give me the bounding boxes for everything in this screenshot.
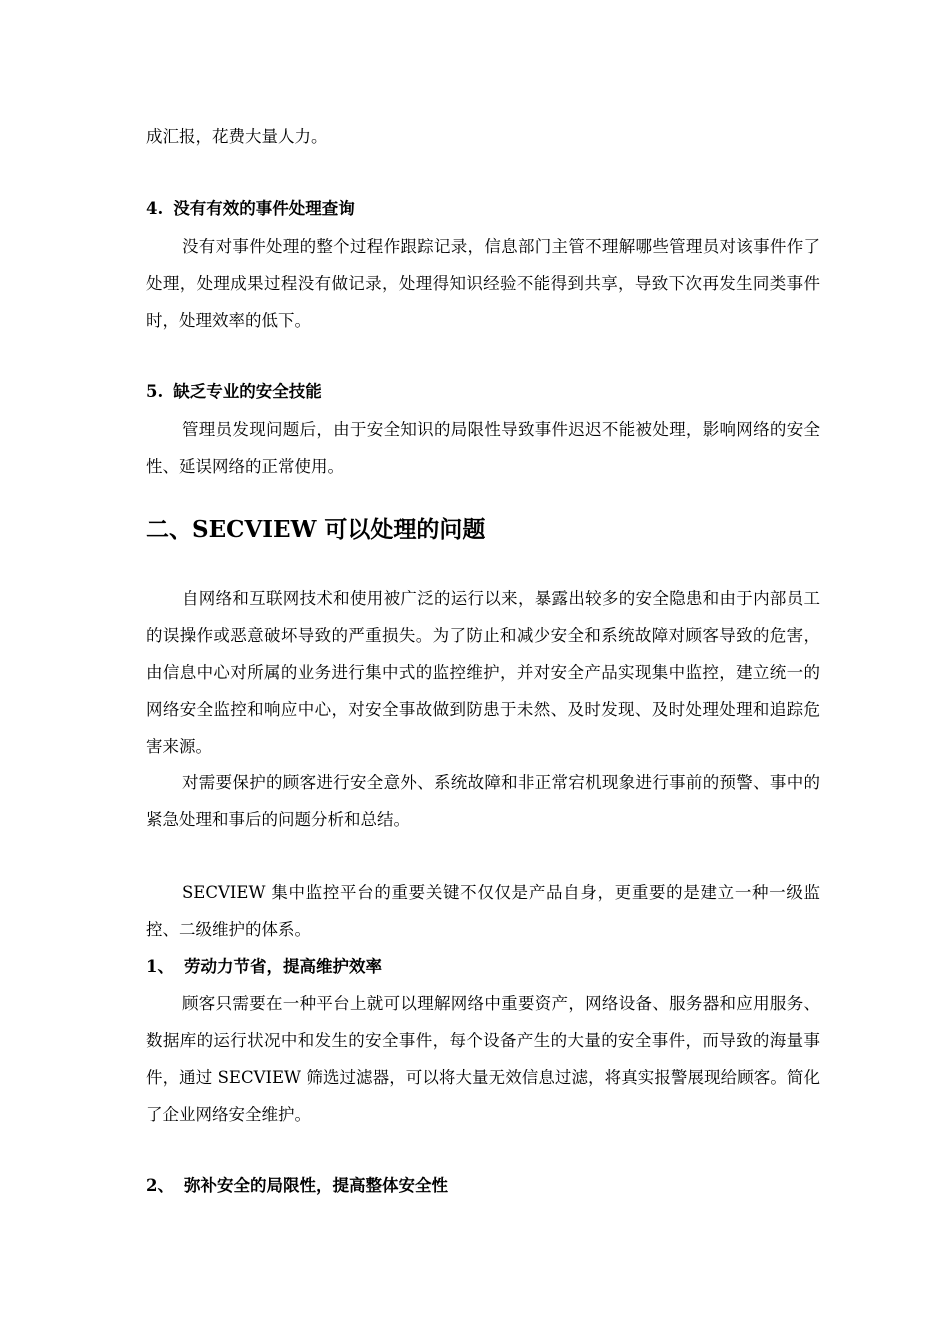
heading-text: 劳动力节省，提高维护效率 (183, 957, 382, 976)
paragraph-platform: SECVIEW 集中监控平台的重要关键不仅仅是产品自身，更重要的是建立一种一级监控、二级维护的体系。 (146, 883, 820, 939)
heading-number: 5. (146, 382, 164, 401)
heading-text: 缺乏专业的安全技能 (173, 382, 322, 401)
chapter-heading: 二、SECVIEW 可以处理的问题 (146, 516, 486, 543)
paragraph-event-tracking: 没有对事件处理的整个过程作跟踪记录，信息部门主管不理解哪些管理员对该事件作了处理，处理成果过程没有做记录，处理得知识经验不能得到共享，导致下次再发生同类事件时，处理效率的低下。 (146, 237, 820, 330)
paragraph-skills: 管理员发现问题后，由于安全知识的局限性导致事件迟迟不能被处理，影响网络的安全性、延误网络的正常使用。 (146, 420, 820, 476)
paragraph-intro: 自网络和互联网技术和使用被广泛的运行以来，暴露出较多的安全隐患和由于内部员工的误操作或恶意破坏导致的严重损失。为了防止和减少安全和系统故障对顾客导致的危害，由信息中心对所属的业务进行集中式的监控维护，并对安全产品实现集中监控，建立统一的网络安全监控和响应中心，对安全事故做到防患于未然、及时发现、及时处理处理和追踪危害来源。 (146, 589, 820, 756)
paragraph-continuation: 成汇报，花费大量人力。 (146, 127, 328, 146)
heading-text: 弥补安全的局限性，提高整体安全性 (183, 1176, 448, 1195)
section-heading-2 (146, 1167, 820, 1204)
heading-number: 1、 (146, 957, 174, 976)
paragraph-warning: 对需要保护的顾客进行安全意外、系统故障和非正常宕机现象进行事前的预警、事中的紧急处理和事后的问题分析和总结。 (146, 773, 820, 829)
section-heading-5 (146, 373, 820, 410)
section-heading-4 (146, 190, 820, 227)
heading-number: 4. (146, 199, 164, 218)
section-heading-1 (146, 948, 820, 985)
paragraph-efficiency: 顾客只需要在一种平台上就可以理解网络中重要资产，网络设备、服务器和应用服务、数据库的运行状况中和发生的安全事件，每个设备产生的大量的安全事件，而导致的海量事件，通过 SECVIEW 筛选过滤器，可以将大量无效信息过滤，将真实报警展现给顾客。简化了企业网络安全维护。 (146, 994, 820, 1124)
heading-text: 没有有效的事件处理查询 (173, 199, 355, 218)
heading-number: 2、 (146, 1176, 174, 1195)
